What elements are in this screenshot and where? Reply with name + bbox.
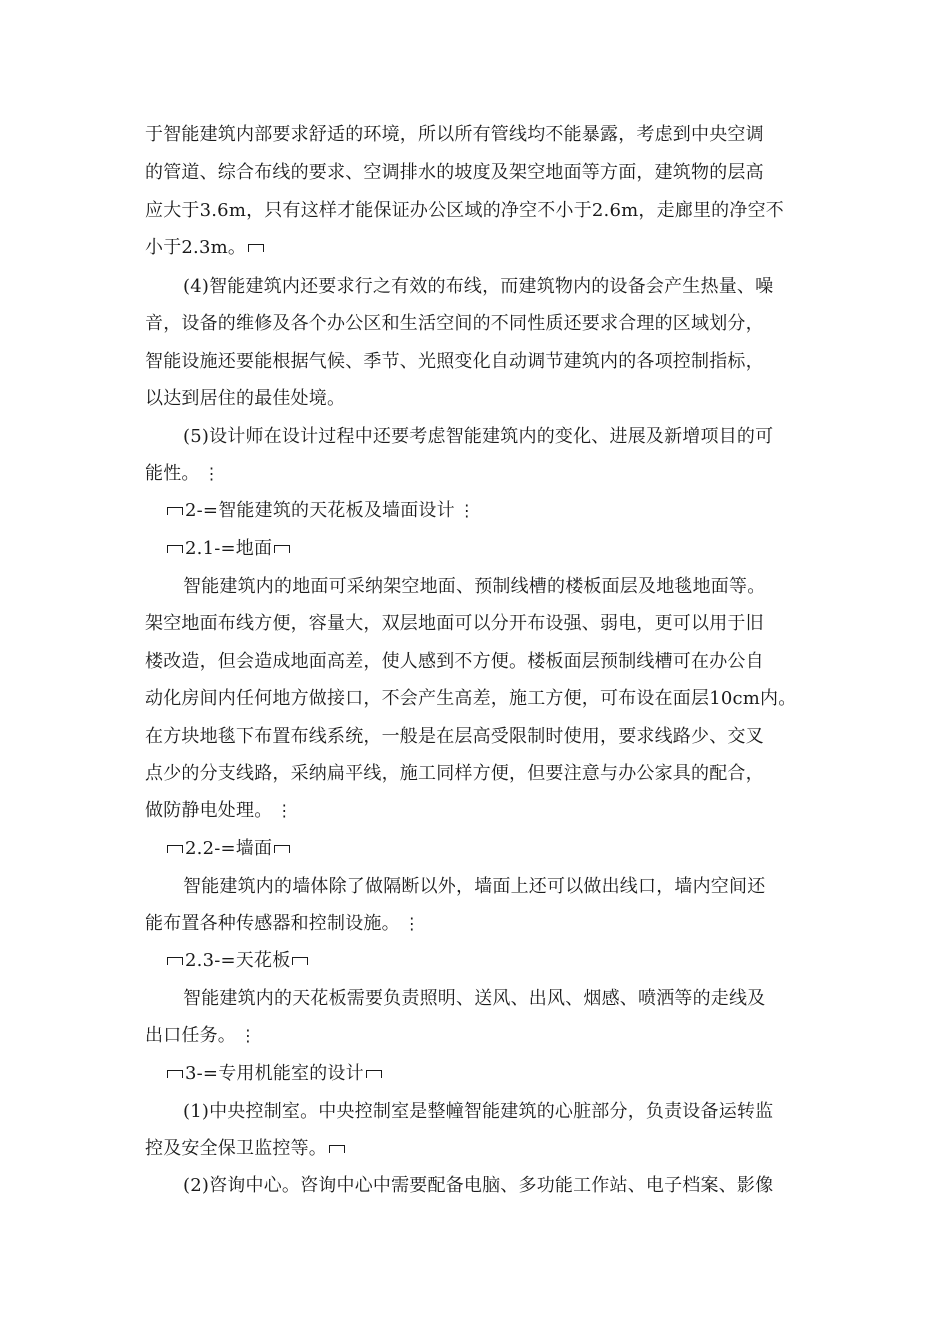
text-line: 楼改造，但会造成地面高差，使人感到不方便。楼板面层预制线槽可在办公自 — [145, 651, 764, 672]
text-line: 架空地面布线方便，容量大，双层地面可以分开布设强、弱电，更可以用于旧 — [145, 613, 764, 634]
text-line: 音，设备的维修及各个办公区和生活空间的不同性质还要求合理的区域划分， — [145, 313, 764, 334]
dots-mark-icon: ⋮ — [203, 464, 220, 483]
text-line: 做防静电处理。 ⋮ — [145, 800, 293, 821]
text-line: 小于2.3m。 — [145, 236, 815, 260]
format-mark-icon — [248, 244, 264, 252]
text-line: 于智能建筑内部要求舒适的环境，所以所有管线均不能暴露，考虑到中央空调 — [145, 124, 764, 145]
dots-mark-icon: ⋮ — [403, 914, 421, 933]
text-line: 以达到居住的最佳处境。 — [145, 388, 346, 409]
format-mark-icon — [167, 957, 183, 965]
text-line: 智能建筑内的天花板需要负责照明、送风、出风、烟感、喷洒等的走线及 — [183, 988, 766, 1009]
format-mark-icon — [292, 957, 308, 965]
text-line: (1)中央控制室。中央控制室是整幢智能建筑的心脏部分，负责设备运转监 — [183, 1101, 774, 1122]
text-line: 在方块地毯下布置布线系统，一般是在层高受限制时使用，要求线路少、交叉 — [145, 726, 764, 747]
format-mark-icon — [167, 507, 183, 515]
section-heading: 2-=智能建筑的天花板及墙面设计 ⋮ — [165, 499, 835, 523]
dots-mark-icon: ⋮ — [276, 801, 293, 820]
subsection-heading: 2.3-=天花板 — [165, 949, 835, 973]
text-line: 动化房间内任何地方做接口，不会产生高差，施工方便，可布设在面层10cm内。 — [145, 688, 797, 709]
format-mark-icon — [366, 1070, 382, 1078]
dots-mark-icon: ⋮ — [458, 501, 476, 520]
text-line: 出口任务。 ⋮ — [145, 1025, 257, 1046]
text-line: (4)智能建筑内还要求行之有效的布线，而建筑物内的设备会产生热量、噪 — [183, 276, 774, 297]
text-line: 能性。 ⋮ — [145, 463, 220, 484]
text-line: 智能建筑内的墙体除了做隔断以外，墙面上还可以做出线口，墙内空间还 — [183, 876, 766, 897]
text-line: (2)咨询中心。咨询中心中需要配备电脑、多功能工作站、电子档案、影像 — [183, 1175, 774, 1196]
format-mark-icon — [167, 845, 183, 853]
format-mark-icon — [167, 545, 183, 553]
text-line: 控及安全保卫监控等。 — [145, 1137, 815, 1161]
text-line: 智能建筑内的地面可采纳架空地面、预制线槽的楼板面层及地毯地面等。 — [183, 576, 766, 597]
format-mark-icon — [274, 845, 290, 853]
text-line: 点少的分支线路，采纳扁平线，施工同样方便，但要注意与办公家具的配合， — [145, 763, 764, 784]
format-mark-icon — [274, 545, 290, 553]
format-mark-icon — [167, 1070, 183, 1078]
text-line: 应大于3.6m，只有这样才能保证办公区域的净空不小于2.6m，走廊里的净空不 — [145, 200, 784, 221]
format-mark-icon — [329, 1145, 345, 1153]
text-line: 智能设施还要能根据气候、季节、光照变化自动调节建筑内的各项控制指标， — [145, 351, 764, 372]
section-heading: 3-=专用机能室的设计 — [165, 1062, 835, 1086]
text-line: 能布置各种传感器和控制设施。 ⋮ — [145, 913, 421, 934]
text-line: 的管道、综合布线的要求、空调排水的坡度及架空地面等方面，建筑物的层高 — [145, 162, 764, 183]
text-line: (5)设计师在设计过程中还要考虑智能建筑内的变化、进展及新增项目的可 — [183, 426, 774, 447]
subsection-heading: 2.1-=地面 — [165, 537, 835, 561]
dots-mark-icon: ⋮ — [240, 1026, 257, 1045]
subsection-heading: 2.2-=墙面 — [165, 837, 835, 861]
